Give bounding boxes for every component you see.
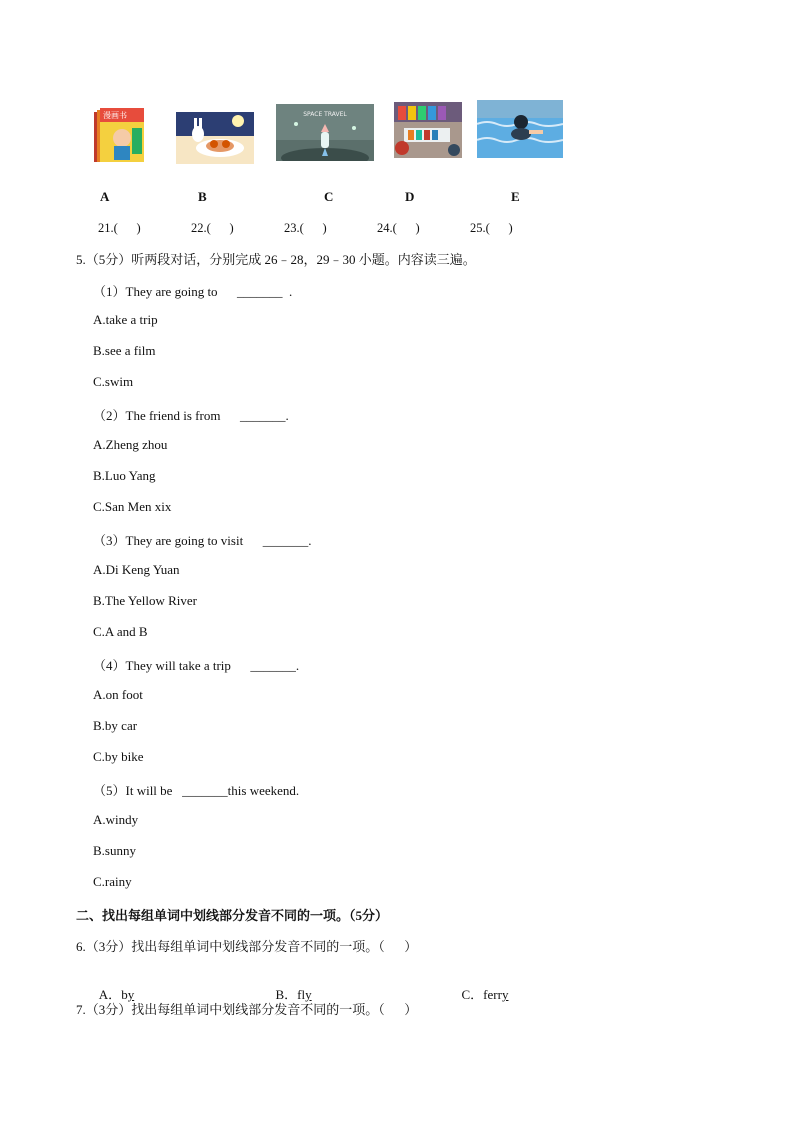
q5-item-4-stem: （4）They will take a trip _______. [93, 658, 300, 673]
q5-item-1-option-c[interactable]: C.swim [93, 374, 134, 389]
q5-item-5-option-c[interactable]: C.rainy [93, 874, 132, 889]
q5-item-4-option-c[interactable]: C.by bike [93, 749, 144, 764]
picture-label-d: D [405, 189, 415, 204]
q5-item-5-option-b[interactable]: B.sunny [93, 843, 136, 858]
q5-item-3-option-b[interactable]: B.The Yellow River [93, 593, 197, 608]
q6-option-a[interactable]: A．by [98, 987, 135, 1002]
picture-c-space-travel [276, 104, 374, 161]
picture-label-a: A [100, 189, 110, 204]
section-2-title: 二、找出每组单词中划线部分发音不同的一项。（5分） [76, 908, 389, 923]
picture-label-c: C [324, 189, 334, 204]
answer-slot-22[interactable]: 22.( ) [191, 221, 234, 235]
answer-slot-21[interactable]: 21.( ) [98, 221, 141, 235]
q6-option-b[interactable]: B．fly [275, 987, 312, 1002]
q5-item-5-option-a[interactable]: A.windy [93, 812, 139, 827]
picture-b-mooncake [176, 112, 254, 164]
question-5-header: 5.（5分）听两段对话，分别完成 26﹣28，29﹣30 小题。内容读三遍。 [76, 252, 476, 267]
answer-slot-24[interactable]: 24.( ) [377, 221, 420, 235]
q5-item-4-option-b[interactable]: B.by car [93, 718, 138, 733]
q5-item-2-stem: （2）The friend is from _______. [93, 408, 289, 423]
poster-title: SPACE TRAVEL [303, 111, 347, 118]
question-7-stem: 7.（3分）找出每组单词中划线部分发音不同的一项。（ ） [76, 1002, 418, 1017]
picture-d-art-class [394, 102, 462, 158]
q5-item-2-option-a[interactable]: A.Zheng zhou [93, 437, 168, 452]
question-6-stem: 6.（3分）找出每组单词中划线部分发音不同的一项。（ ） [76, 939, 418, 954]
picture-e-swimming [477, 100, 563, 158]
q5-item-2-option-b[interactable]: B.Luo Yang [93, 468, 156, 483]
q5-item-1-stem: （1）They are going to _______ . [93, 284, 293, 299]
q5-item-5-stem: （5）It will be _______this weekend. [93, 783, 300, 798]
q5-item-1-option-b[interactable]: B.see a film [93, 343, 156, 358]
q5-item-1-option-a[interactable]: A.take a trip [93, 312, 158, 327]
answer-slot-23[interactable]: 23.( ) [284, 221, 327, 235]
q5-item-4-option-a[interactable]: A.on foot [93, 687, 143, 702]
answer-slot-25[interactable]: 25.( ) [470, 221, 513, 235]
picture-a-comic-books [94, 106, 146, 164]
q5-item-3-option-a[interactable]: A.Di Keng Yuan [93, 562, 180, 577]
picture-label-b: B [198, 189, 207, 204]
q5-item-3-option-c[interactable]: C.A and B [93, 624, 148, 639]
q5-item-2-option-c[interactable]: C.San Men xix [93, 499, 172, 514]
picture-label-e: E [511, 189, 520, 204]
q5-item-3-stem: （3）They are going to visit _______. [93, 533, 312, 548]
q6-option-c[interactable]: C．ferry [461, 987, 509, 1002]
comic-title: 漫画书 [103, 111, 127, 120]
